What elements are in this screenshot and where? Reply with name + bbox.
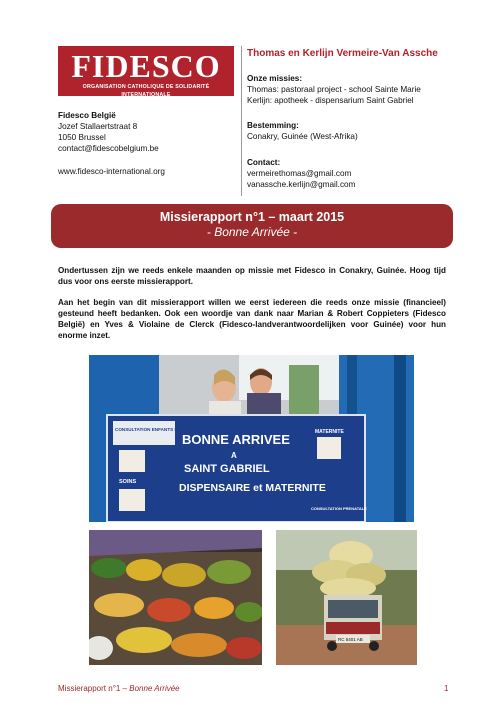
- report-subtitle: - Bonne Arrivée -: [206, 225, 298, 239]
- sign-soins-text: SOINS: [119, 479, 137, 485]
- sign-line-4: DISPENSAIRE et MATERNITE: [179, 482, 326, 494]
- photo-dispensary-sign: [89, 355, 414, 522]
- dispensary-sign-image: [89, 355, 414, 522]
- address-city: 1050 Brussel: [58, 133, 106, 142]
- address-street: Jozef Stallaertstraat 8: [58, 122, 138, 131]
- address-block: [58, 110, 159, 154]
- footer-label: Missierapport n°1 –: [58, 684, 130, 693]
- header-divider: [241, 46, 242, 196]
- sign-prenatale-text: CONSULTATION PRENATALE: [311, 506, 367, 511]
- sign-line-2: A: [231, 451, 237, 460]
- sign-maternite-text: MATERNITE: [315, 429, 344, 435]
- contact-email-2[interactable]: vanassche.kerlijn@gmail.com: [247, 180, 356, 189]
- thanks-paragraph: Aan het begin van dit missierapport willen we eerst iedereen die reeds onze missie (financieel) gesteund heeft bedanken. Ook een woordje van dank naar Marian & Robert Coppieters (Fidesco België) en Yves & Violaine de Clerck (Fidesco-landverantwoordelijken voor Guinée) voor hun enorme inzet.: [58, 298, 446, 340]
- intro-paragraph: Ondertussen zijn we reeds enkele maanden op missie met Fidesco in Conakry, Guinée. Hoog tijd dus voor ons eerste missierapport.: [58, 266, 446, 286]
- missions-heading: Onze missies:: [247, 74, 303, 83]
- address-name: Fidesco België: [58, 111, 116, 120]
- truck-plate-text: RC 6401 AB: [338, 637, 363, 642]
- logo-tagline: ORGANISATION CATHOLIQUE DE SOLIDARITÉ INTERNATIONALE: [82, 84, 210, 98]
- report-banner: [51, 204, 453, 248]
- contact-block: [247, 157, 355, 190]
- sign-line-3: SAINT GABRIEL: [184, 463, 270, 475]
- report-title: Missierapport n°1 – maart 2015: [159, 210, 345, 224]
- family-name: Thomas en Kerlijn Vermeire-Van Assche: [247, 48, 438, 59]
- photo-market-stall: [89, 530, 262, 665]
- website-link[interactable]: www.fidesco-international.org: [58, 167, 165, 176]
- sign-consult-text: CONSULTATION ENFANTS ET ADULTES: [115, 427, 203, 432]
- truck-image: [276, 530, 417, 665]
- logo-word: FIDESCO: [71, 48, 221, 84]
- fidesco-logo: [58, 46, 234, 96]
- contact-heading: Contact:: [247, 158, 281, 167]
- address-email[interactable]: contact@fidescobelgium.be: [58, 144, 159, 153]
- market-image: [89, 530, 262, 665]
- missions-block: [247, 73, 421, 106]
- destination-value: Conakry, Guinée (West-Afrika): [247, 132, 358, 141]
- mission-line-1: Thomas: pastoraal project - school Sainte Marie: [247, 85, 421, 94]
- page-number: 1: [444, 684, 449, 693]
- sign-line-1: BONNE ARRIVEE: [182, 432, 290, 447]
- destination-block: [247, 120, 358, 142]
- contact-email-1[interactable]: vermeirethomas@gmail.com: [247, 169, 352, 178]
- photo-loaded-truck: [276, 530, 417, 665]
- mission-line-2: Kerlijn: apotheek - dispensarium Saint Gabriel: [247, 96, 414, 105]
- destination-heading: Bestemming:: [247, 121, 299, 130]
- footer-italic: Bonne Arrivée: [129, 684, 180, 693]
- footer-left: [58, 684, 180, 693]
